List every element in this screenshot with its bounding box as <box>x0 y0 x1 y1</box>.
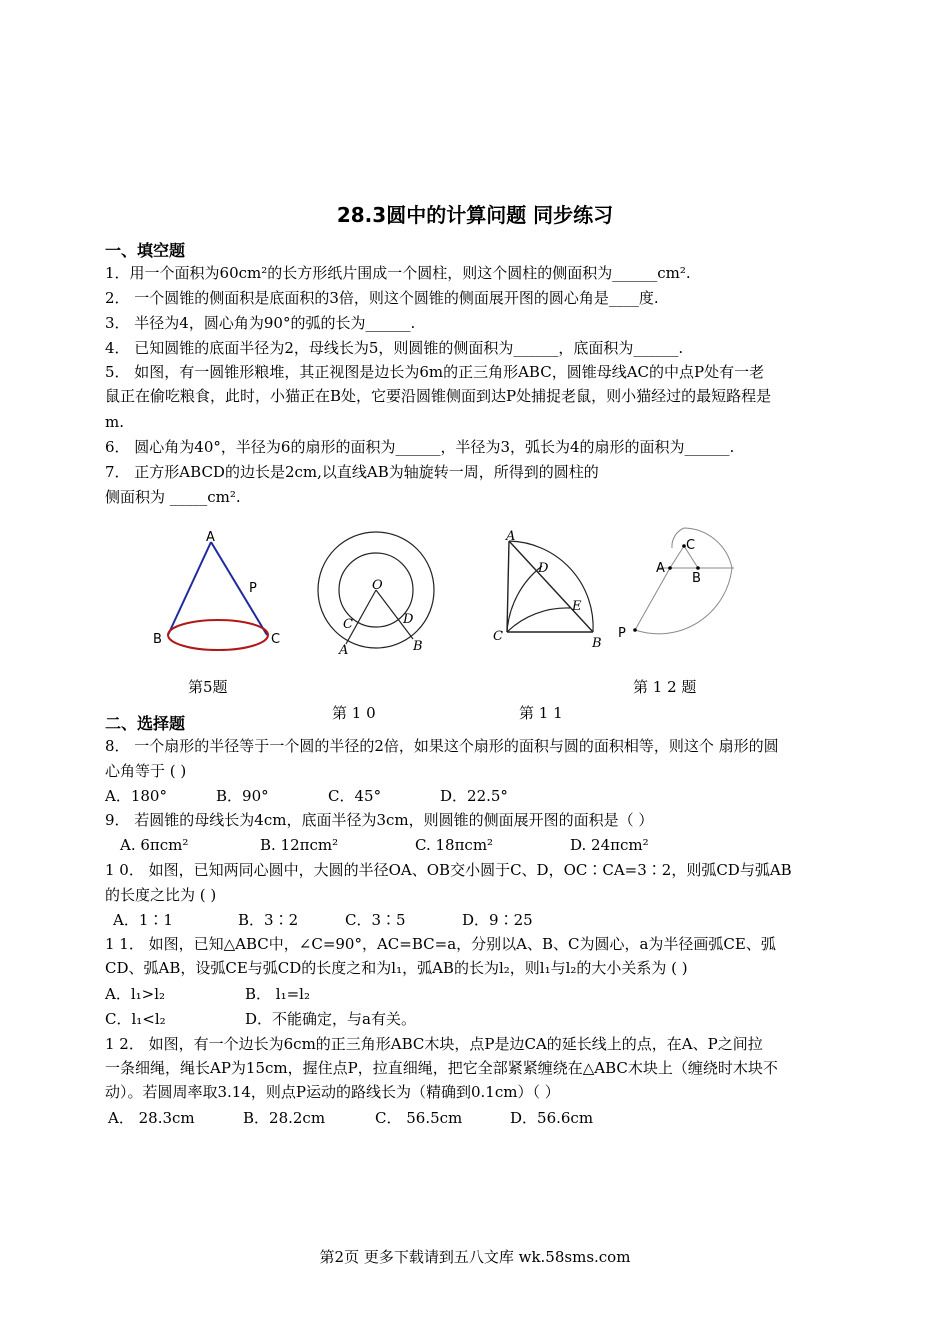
question-11-line-2: CD、弧AB，设弧CE与弧CD的长度之和为l₁，弧AB的长为l₂，则l₁与l₂的大小关系为 ( ) <box>105 959 688 977</box>
fig5-label-p: P <box>249 581 257 596</box>
segment-ab <box>509 541 593 632</box>
question-2: 2． 一个圆锥的侧面积是底面积的3倍，则这个圆锥的侧面展开图的圆心角是____度. <box>105 289 659 307</box>
question-7-line-1: 7． 正方形ABCD的边长是2cm,以直线AB为轴旋转一周，所得到的圆柱的 <box>105 463 599 481</box>
figure-5-caption: 第5题 <box>188 678 228 696</box>
path-arcs <box>635 528 732 634</box>
q10-option-d: D．9∶25 <box>462 911 533 929</box>
question-5-line-1: 5． 如图，有一圆锥形粮堆，其正视图是边长为6m的正三角形ABC，圆锥母线AC的中点P处有一老 <box>105 363 765 381</box>
fig5-label-b: B <box>153 632 162 647</box>
q8-option-a: A．180° <box>105 787 167 805</box>
q11-option-d: D．不能确定，与a有关。 <box>245 1010 416 1028</box>
q12-option-a: A． 28.3cm <box>108 1109 195 1127</box>
q9-option-b: B. 12πcm² <box>260 836 339 854</box>
question-12-line-1: 1 2． 如图，有一个边长为6cm的正三角形ABC木块，点P是边CA的延长线上的点，在A、P之间拉 <box>105 1035 763 1053</box>
question-4: 4． 已知圆锥的底面半径为2，母线长为5，则圆锥的侧面积为______，底面积为______. <box>105 339 684 357</box>
q8-option-c: C．45° <box>328 787 382 805</box>
figure-5-cone <box>148 528 288 658</box>
figure-10-caption: 第 1 0 <box>332 704 376 722</box>
q12-option-c: C． 56.5cm <box>375 1109 463 1127</box>
q11-option-b: B． l₁=l₂ <box>245 985 310 1003</box>
fig12-label-b: B <box>692 571 701 586</box>
fig10-label-a: A <box>339 643 349 658</box>
q8-option-d: D．22.5° <box>440 787 508 805</box>
fig11-label-d: D <box>538 561 549 576</box>
question-3: 3． 半径为4，圆心角为90°的弧的长为______. <box>105 314 416 332</box>
q12-option-d: D．56.6cm <box>510 1109 594 1127</box>
fig12-label-c: C <box>686 538 696 553</box>
segment-ac <box>670 546 684 568</box>
point-p <box>633 628 637 632</box>
fig11-label-e: E <box>572 599 582 614</box>
fig5-label-c: C <box>271 632 281 647</box>
figure-11-triangle-arcs <box>488 528 608 653</box>
fig12-label-a: A <box>656 561 665 576</box>
point-b <box>696 566 700 570</box>
question-1: 1．用一个面积为60cm²的长方形纸片围成一个圆柱，则这个圆柱的侧面积为______cm². <box>105 264 691 282</box>
fig12-label-p: P <box>618 626 626 641</box>
question-8-line-2: 心角等于 ( ) <box>105 762 187 780</box>
section-multiple-choice: 二、选择题 <box>105 714 186 733</box>
fig11-label-a: A <box>506 529 516 544</box>
question-8-line-1: 8． 一个扇形的半径等于一个圆的半径的2倍，如果这个扇形的面积与圆的面积相等，则这个 扇形的圆 <box>105 737 779 755</box>
section-fill-in-blank: 一、填空题 <box>105 241 186 260</box>
q9-option-c: C. 18πcm² <box>415 836 494 854</box>
q12-option-b: B．28.2cm <box>243 1109 326 1127</box>
figure-11-caption: 第 1 1 <box>519 704 563 722</box>
fig11-label-c: C <box>493 629 503 644</box>
string-ap <box>635 568 670 630</box>
fig5-label-a: A <box>206 530 215 545</box>
question-9: 9． 若圆锥的母线长为4cm，底面半径为3cm，则圆锥的侧面展开图的面积是（ ） <box>105 811 654 829</box>
fig10-label-c: C <box>343 617 353 632</box>
q11-option-a: A．l₁>l₂ <box>105 985 166 1003</box>
q10-option-b: B．3∶2 <box>238 911 299 929</box>
question-5-line-2: 鼠正在偷吃粮食，此时，小猫正在B处，它要沿圆锥侧面到达P处捕捉老鼠，则小猫经过的最短路程是 <box>105 387 772 405</box>
question-5-line-3: m. <box>105 413 124 431</box>
q9-option-a: A. 6πcm² <box>120 836 189 854</box>
question-10-line-2: 的长度之比为 ( ) <box>105 886 217 904</box>
q10-option-c: C．3∶5 <box>345 911 406 929</box>
question-12-line-3: 动）。若圆周率取3.14，则点P运动的路线长为（精确到0.1cm）（ ） <box>105 1083 560 1101</box>
q10-option-a: A．1∶1 <box>113 911 173 929</box>
figure-12-winding-path <box>612 524 742 649</box>
cone-base-ellipse <box>168 620 268 650</box>
question-6: 6． 圆心角为40°，半径为6的扇形的面积为______，半径为3，弧长为4的扇形的面积为______. <box>105 438 735 456</box>
arc-ce <box>507 608 570 632</box>
fig10-label-b: B <box>413 639 423 654</box>
q11-option-c: C．l₁<l₂ <box>105 1010 166 1028</box>
question-12-line-2: 一条细绳，绳长AP为15cm，握住点P，拉直细绳，把它全部紧紧缠绕在△ABC木块上（缠绕时木块不 <box>105 1059 778 1077</box>
page-title: 28.3圆中的计算问题 同步练习 <box>336 203 614 227</box>
page-footer: 第2页 更多下载请到五八文库 wk.58sms.com <box>319 1248 631 1266</box>
fig10-label-d: D <box>403 612 414 627</box>
fig11-label-b: B <box>592 636 602 651</box>
question-11-line-1: 1 1． 如图，已知△ABC中，∠C=90°，AC=BC=a，分别以A、B、C为圆心，a为半径画弧CE、弧 <box>105 935 776 953</box>
arc-cd <box>507 566 542 632</box>
q8-option-b: B．90° <box>216 787 269 805</box>
figure-10-concentric-circles <box>310 528 445 658</box>
q9-option-d: D. 24πcm² <box>570 836 649 854</box>
fig10-label-o: O <box>372 578 383 593</box>
point-a <box>668 566 672 570</box>
question-7-line-2: 侧面积为 _____cm². <box>105 488 241 506</box>
figure-12-caption: 第 1 2 题 <box>633 678 697 696</box>
question-10-line-1: 1 0． 如图，已知两同心圆中，大圆的半径OA、OB交小圆于C、D，OC∶CA=3∶2，则弧CD与弧AB <box>105 861 792 879</box>
